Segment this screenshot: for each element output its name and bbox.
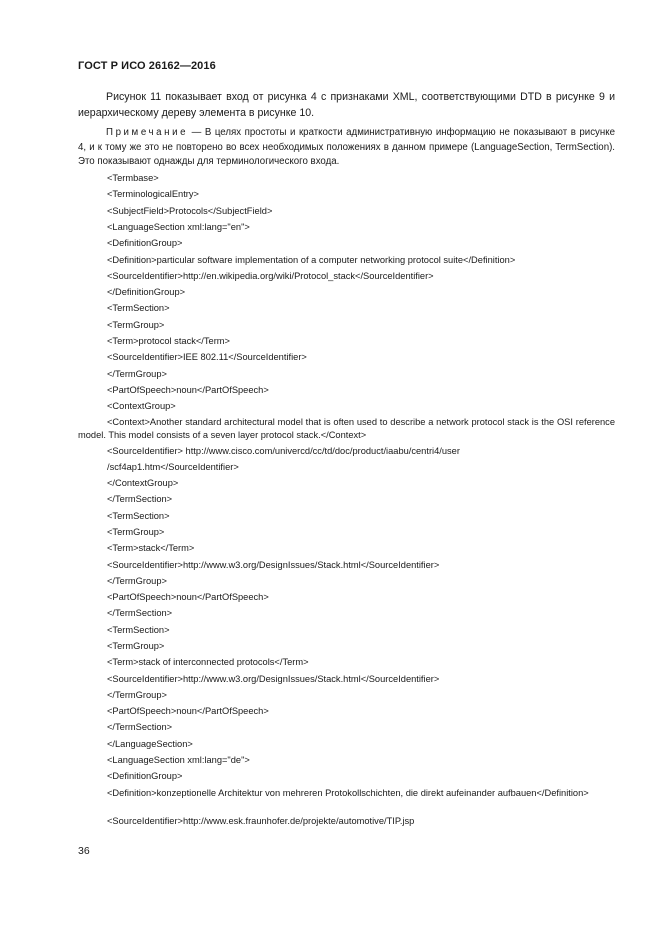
code-line: <SubjectField>Protocols</SubjectField> bbox=[107, 206, 273, 216]
code-line: <TermGroup> bbox=[107, 527, 165, 537]
code-line: </TermGroup> bbox=[107, 690, 167, 700]
code-line: <SourceIdentifier>http://en.wikipedia.org/wiki/Protocol_stack</SourceIdentifier> bbox=[107, 271, 434, 281]
code-line: <PartOfSpeech>noun</PartOfSpeech> bbox=[107, 592, 269, 602]
code-line: <DefinitionGroup> bbox=[107, 771, 183, 781]
code-line: <ContextGroup> bbox=[107, 401, 176, 411]
code-line: <SourceIdentifier>http://www.w3.org/DesignIssues/Stack.html</SourceIdentifier> bbox=[107, 674, 440, 684]
code-line: <DefinitionGroup> bbox=[107, 238, 183, 248]
code-line: <TermSection> bbox=[107, 625, 170, 635]
code-line: /scf4ap1.htm</SourceIdentifier> bbox=[107, 462, 239, 472]
code-line: <LanguageSection xml:lang="de"> bbox=[107, 755, 250, 765]
code-line-wrapped: <Definition>konzeptionelle Architektur von mehreren Protokollschichten, die direkt aufeinander aufbauen</Definition> bbox=[107, 788, 589, 798]
page-number: 36 bbox=[78, 845, 90, 857]
code-line: <TermSection> bbox=[107, 511, 170, 521]
code-line: <TermGroup> bbox=[107, 641, 165, 651]
intro-paragraph: Рисунок 11 показывает вход от рисунка 4 с признаками XML, соответствующими DTD в рисунке 9 и иерархическому дереву элемента в рисунке 10. bbox=[78, 91, 615, 119]
note-label: Примечание bbox=[106, 127, 189, 138]
code-wrapped-definition-de bbox=[78, 787, 615, 800]
code-line: <SourceIdentifier>IEE 802.11</SourceIdentifier> bbox=[107, 352, 307, 362]
code-line: <SourceIdentifier> http://www.cisco.com/univercd/cc/td/doc/product/iaabu/centri4/user bbox=[107, 446, 460, 456]
code-line: <TerminologicalEntry> bbox=[107, 189, 199, 199]
code-line-wrapped: <Context>Another standard architectural model that is often used to describe a network protocol stack is the OSI reference model. This model consists of a seven layer protocol stack.</Context> bbox=[78, 417, 615, 440]
code-line: </TermSection> bbox=[107, 608, 173, 618]
note-paragraph bbox=[78, 126, 615, 170]
code-line: </TermGroup> bbox=[107, 369, 167, 379]
code-line: <Term>stack</Term> bbox=[107, 543, 195, 553]
code-line: <Definition>particular software implementation of a computer networking protocol suite</Definition> bbox=[107, 255, 516, 265]
document-header: ГОСТ Р ИСО 26162—2016 bbox=[78, 60, 216, 72]
code-line: <Term>protocol stack</Term> bbox=[107, 336, 230, 346]
code-line: <TermGroup> bbox=[107, 320, 165, 330]
code-line: </TermSection> bbox=[107, 722, 173, 732]
code-line: <SourceIdentifier>http://www.w3.org/DesignIssues/Stack.html</SourceIdentifier> bbox=[107, 560, 440, 570]
note-text: — В целях простоты и краткости административную информацию не показывают в рисунке 4, и к тому же это не повторено во всех необходимых положениях в данном примере (LanguageSection, TermSection). Это показывают однажды для терминологического входа. bbox=[78, 127, 615, 167]
code-line: <LanguageSection xml:lang="en"> bbox=[107, 222, 250, 232]
code-line: <Term>stack of interconnected protocols</Term> bbox=[107, 657, 309, 667]
code-line: </TermGroup> bbox=[107, 576, 167, 586]
code-line: </DefinitionGroup> bbox=[107, 287, 186, 297]
code-line: </TermSection> bbox=[107, 494, 173, 504]
code-line: <PartOfSpeech>noun</PartOfSpeech> bbox=[107, 706, 269, 716]
code-line: </LanguageSection> bbox=[107, 739, 193, 749]
code-line: <PartOfSpeech>noun</PartOfSpeech> bbox=[107, 385, 269, 395]
intro-section bbox=[78, 90, 615, 121]
code-line: </ContextGroup> bbox=[107, 478, 179, 488]
code-wrapped-context bbox=[78, 416, 615, 441]
note-section bbox=[78, 126, 615, 170]
code-line: <Termbase> bbox=[107, 173, 159, 183]
code-line: <TermSection> bbox=[107, 303, 170, 313]
code-line: <SourceIdentifier>http://www.esk.fraunhofer.de/projekte/automotive/TIP.jsp bbox=[107, 816, 415, 826]
